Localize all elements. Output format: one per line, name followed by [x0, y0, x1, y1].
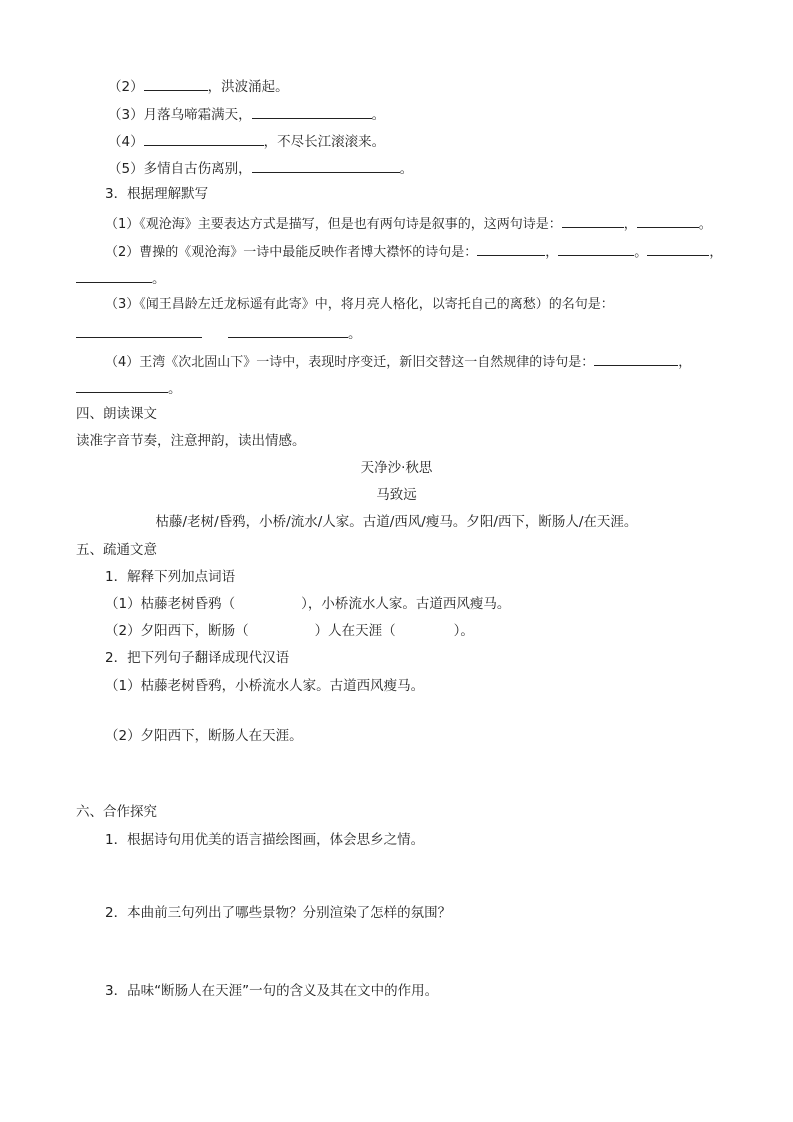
line-end: 。	[168, 381, 182, 397]
question-3-4	[105, 351, 691, 372]
question-3-4-cont	[76, 378, 182, 398]
fill-line-3	[108, 104, 385, 124]
answer-blank[interactable]	[76, 378, 168, 393]
line-text: ）人在天涯（	[314, 623, 396, 639]
item-number: （3）	[108, 107, 144, 123]
section-4-heading: 四、朗读课文	[76, 406, 157, 422]
section-6-heading: 六、合作探究	[76, 804, 157, 820]
answer-blank[interactable]	[228, 323, 348, 338]
task-5-2: 2．把下列句子翻译成现代汉语	[105, 650, 290, 666]
line-end: 。	[399, 161, 414, 177]
question-text: （2）曹操的《观沧海》一诗中最能反映作者博大襟怀的诗句是：	[105, 245, 478, 260]
item-number: （4）	[108, 134, 144, 150]
task-5-1: 1．解释下列加点词语	[105, 569, 236, 585]
reading-instruction: 读准字音节奏，注意押韵，读出情感。	[76, 433, 306, 449]
question-6-1: 1．根据诗句用优美的语言描绘图画，体会思乡之情。	[105, 832, 425, 848]
poem-title: 天净沙·秋思	[360, 460, 433, 476]
question-6-3: 3．品味“断肠人在天涯”一句的含义及其在文中的作用。	[105, 983, 439, 999]
line-text: ，不尽长江滚滚来。	[263, 134, 386, 150]
fill-line-2	[108, 76, 289, 96]
answer-blank[interactable]	[252, 158, 400, 173]
poem-author: 马致远	[376, 487, 417, 503]
answer-blank[interactable]	[252, 104, 372, 119]
line-end: 。	[371, 107, 386, 123]
separator: ，	[709, 245, 723, 260]
line-text: （2）夕阳西下，断肠（	[105, 623, 249, 639]
question-3-3	[105, 296, 614, 314]
answer-blank[interactable]	[594, 351, 678, 366]
line-text: （1）枯藤老树昏鸦（	[105, 596, 236, 612]
poem-text: 枯藤/老树/昏鸦，小桥/流水/人家。古道/西风/瘦马。夕阳/西下，断肠人/在天涯。	[155, 514, 638, 530]
line-text: 多情自古伤离别，	[143, 161, 252, 177]
answer-blank[interactable]	[637, 213, 699, 228]
line-end: 。	[152, 271, 166, 287]
task-5-2-b: （2）夕阳西下，断肠人在天涯。	[105, 728, 303, 744]
answer-blank[interactable]	[558, 241, 634, 256]
question-3-2-cont	[76, 268, 166, 288]
question-3-1	[105, 213, 712, 234]
question-3-2	[105, 241, 722, 262]
separator: ，	[678, 355, 692, 370]
section-3-title: 3．根据理解默写	[105, 186, 209, 202]
line-text: 月落乌啼霜满天，	[143, 107, 252, 123]
task-5-1-b	[105, 622, 474, 640]
fill-line-4	[108, 131, 385, 151]
answer-blank[interactable]	[562, 213, 624, 228]
question-text: （4）王湾《次北固山下》一诗中，表现时序变迁，新旧交替这一自然规律的诗句是：	[105, 355, 595, 370]
fill-line-5	[108, 158, 413, 178]
question-3-3-cont	[76, 323, 362, 343]
line-end: 。	[348, 326, 362, 342]
item-number: （5）	[108, 161, 144, 177]
line-end: 。	[698, 217, 712, 232]
item-number: （2）	[108, 79, 144, 95]
separator: ，	[623, 217, 637, 232]
answer-blank[interactable]	[477, 241, 545, 256]
line-text: ），小桥流水人家。古道西风瘦马。	[301, 596, 511, 612]
section-5-heading: 五、疏通文意	[76, 542, 157, 558]
line-text: ）。	[453, 623, 474, 639]
answer-blank[interactable]	[144, 76, 208, 91]
separator: ，	[545, 245, 559, 260]
answer-blank[interactable]	[144, 131, 264, 146]
answer-blank[interactable]	[647, 241, 709, 256]
separator: 。	[634, 245, 648, 260]
line-text: ，洪波涌起。	[207, 79, 289, 95]
question-text: （3）《闻王昌龄左迁龙标遥有此寄》中，将月亮人格化，以寄托自己的离愁）的名句是：	[105, 297, 614, 312]
answer-blank[interactable]	[76, 323, 202, 338]
question-6-2: 2．本曲前三句列出了哪些景物？分别渲染了怎样的氛围？	[105, 905, 452, 921]
task-5-2-a: （1）枯藤老树昏鸦，小桥流水人家。古道西风瘦马。	[105, 678, 425, 694]
answer-blank[interactable]	[76, 268, 152, 283]
question-text: （1）《观沧海》主要表达方式是描写，但是也有两句诗是叙事的，这两句诗是：	[105, 217, 562, 232]
task-5-1-a	[105, 595, 510, 613]
